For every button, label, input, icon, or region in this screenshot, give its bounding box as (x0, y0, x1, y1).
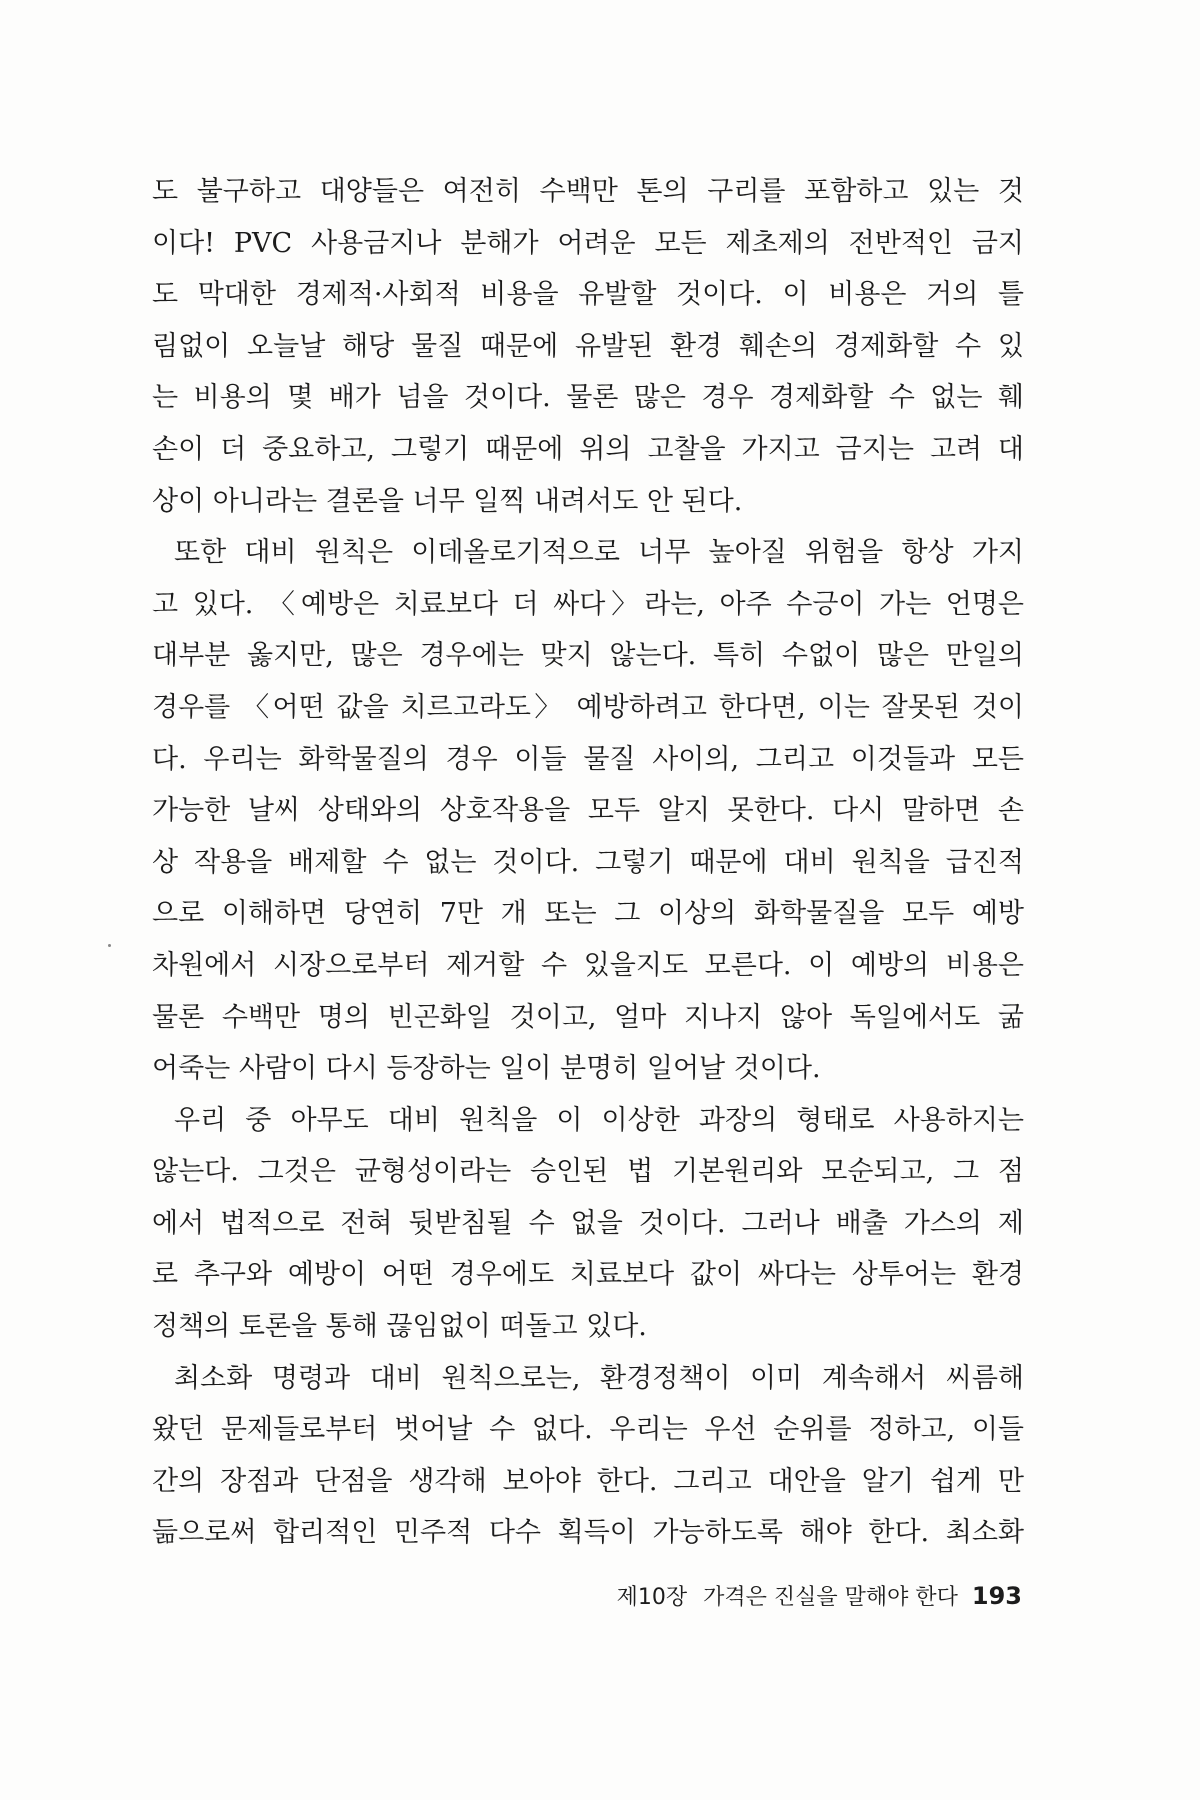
text-line: 상 작용을 배제할 수 없는 것이다. 그렇기 때문에 대비 원칙을 급진적 (152, 846, 1024, 878)
text-line: 어죽는 사람이 다시 등장하는 일이 분명히 일어날 것이다. (152, 1053, 821, 1085)
text-line: 도 막대한 경제적·사회적 비용을 유발할 것이다. 이 비용은 거의 틀 (152, 279, 1024, 311)
text-line: 왔던 문제들로부터 벗어날 수 없다. 우리는 우선 순위를 정하고, 이들 (152, 1414, 1024, 1446)
paragraph-start-line: 우리 중 아무도 대비 원칙을 이 이상한 과장의 형태로 사용하지는 (174, 1104, 1024, 1136)
page-number: 193 (971, 1582, 1022, 1610)
text-line: 고 있다. 〈예방은 치료보다 더 싸다〉라는, 아주 수긍이 가는 언명은 (152, 588, 1024, 620)
text-line: 상이 아니라는 결론을 너무 일찍 내려서도 안 된다. (152, 485, 743, 517)
text-line: 로 추구와 예방이 어떤 경우에도 치료보다 값이 싸다는 상투어는 환경 (152, 1259, 1024, 1291)
text-line: 물론 수백만 명의 빈곤화일 것이고, 얼마 지나지 않아 독일에서도 굶 (152, 1001, 1024, 1033)
text-line: 경우를 〈어떤 값을 치르고라도〉 예방하려고 한다면, 이는 잘못된 것이 (152, 691, 1024, 723)
margin-mark (108, 944, 111, 947)
paragraph-start-line: 또한 대비 원칙은 이데올로기적으로 너무 높아질 위험을 항상 가지 (174, 537, 1024, 569)
text-line: 간의 장점과 단점을 생각해 보아야 한다. 그리고 대안을 알기 쉽게 만 (152, 1465, 1024, 1497)
paragraph-start-line: 최소화 명령과 대비 원칙으로는, 환경정책이 이미 계속해서 씨름해 (174, 1362, 1024, 1394)
text-line: 도 불구하고 대양들은 여전히 수백만 톤의 구리를 포함하고 있는 것 (152, 176, 1024, 207)
chapter-title: 가격은 진실을 말해야 한다 (703, 1585, 958, 1610)
text-line: 에서 법적으로 전혀 뒷받침될 수 없을 것이다. 그러나 배출 가스의 제 (152, 1207, 1024, 1239)
body-text (152, 166, 1024, 1559)
text-line: 이다! PVC 사용금지나 분해가 어려운 모든 제초제의 전반적인 금지 (152, 227, 1024, 259)
text-line: 림없이 오늘날 해당 물질 때문에 유발된 환경 훼손의 경제화할 수 있 (152, 330, 1024, 362)
page-footer (617, 1580, 1022, 1611)
text-line: 다. 우리는 화학물질의 경우 이들 물질 사이의, 그리고 이것들과 모든 (152, 743, 1024, 775)
chapter-label: 제10장 (616, 1585, 688, 1610)
text-line: 듦으로써 합리적인 민주적 다수 획득이 가능하도록 해야 한다. 최소화 (152, 1517, 1024, 1549)
text-line: 않는다. 그것은 균형성이라는 승인된 법 기본원리와 모순되고, 그 점 (152, 1156, 1024, 1188)
text-line: 대부분 옳지만, 많은 경우에는 맞지 않는다. 특히 수없이 많은 만일의 (152, 640, 1024, 672)
text-line: 으로 이해하면 당연히 7만 개 또는 그 이상의 화학물질을 모두 예방 (152, 898, 1024, 930)
text-line: 가능한 날씨 상태와의 상호작용을 모두 알지 못한다. 다시 말하면 손 (152, 795, 1024, 827)
text-line: 정책의 토론을 통해 끊임없이 떠돌고 있다. (152, 1311, 647, 1343)
text-line: 는 비용의 몇 배가 넘을 것이다. 물론 많은 경우 경제화할 수 없는 훼 (152, 382, 1024, 414)
text-line: 차원에서 시장으로부터 제거할 수 있을지도 모른다. 이 예방의 비용은 (152, 949, 1024, 981)
text-line: 손이 더 중요하고, 그렇기 때문에 위의 고찰을 가지고 금지는 고려 대 (152, 433, 1024, 465)
